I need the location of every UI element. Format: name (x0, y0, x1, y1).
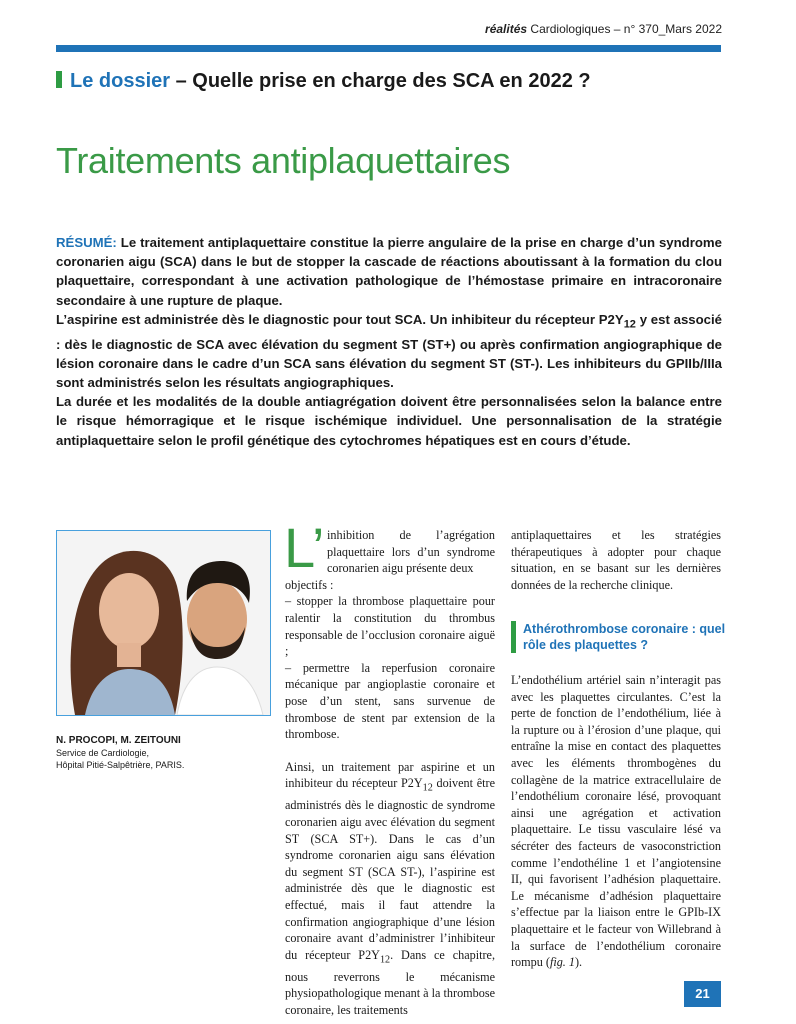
author-photo (56, 530, 271, 716)
body-paragraph-4 (511, 672, 721, 971)
p2-text-a: Ainsi, un traitement par aspirine et un inhibiteur du récepteur P2Y (285, 759, 495, 791)
abstract-p2a: L’aspirine est administrée dès le diagnostic pour tout SCA. Un inhibiteur du récepteur P2Y (56, 311, 624, 327)
section-heading: Athérothrombose coronaire : quel rôle des plaquettes ? (523, 622, 726, 652)
running-header (0, 22, 722, 36)
dossier-label: Le dossier (70, 70, 171, 92)
body-column-2 (511, 527, 721, 593)
body-column-2-lower (511, 672, 721, 971)
bullet-2: – permettre la reperfusion coronaire mécanique par angioplastie coronaire et pose d’un stent, sans survenue de thrombose de stent par extension de la thrombose. (285, 660, 495, 742)
p2-sub-1: 12 (422, 782, 433, 794)
intro-paragraph: inhibition de l’agrégation plaquettaire lors d’un syndrome coronarien aigu présente deux (327, 528, 495, 576)
header-rule (56, 45, 721, 52)
abstract (56, 233, 722, 450)
dossier-heading (56, 70, 591, 93)
p2-text-c: . Dans ce chapitre, nous reverrons le mécanisme physiopathologique menant à la thrombose coronaire, les traitements (285, 947, 495, 1017)
p4-text-a: L’endothélium artériel sain n’interagit pas avec les plaquettes circulantes. C’est la perte de fonction de l’endothélium, liée à la rupture ou à l’érosion d’une plaque, qui entraîne la mise en contact des plaquettes avec les éléments thrombogènes du collagène de la matrice extracellulaire de l’endothélium coronaire lésé, provoquant ainsi une agrégation et activation plaquettaire. Le tissu vasculaire lésé va sécréter des facteurs de vasoconstriction comme l’endothéline 1 et l’angiotensine II, qui favorisent l’adhésion plaquettaire. Le mécanisme d’adhésion plaquettaire s’effectue par la liaison entre le GPIb-IX plaquettaire et le facteur von Willebrand à la surface de l’endothélium coronaire rompu ( (511, 673, 721, 970)
author-affiliation-1: Service de Cardiologie, (56, 748, 150, 758)
author-affiliation-2: Hôpital Pitié-Salpêtrière, PARIS. (56, 760, 185, 770)
article-title: Traitements antiplaquettaires (56, 140, 511, 181)
p2-sub-2: 12 (379, 954, 391, 966)
drop-cap: L’ (284, 516, 325, 579)
p2-text-b: doivent être administrés dès le diagnostic de syndrome coronarien aigu avec élévation du segment ST (SCA ST+). Dans le cas d’un syndrome coronarien aigu sans élévation du segment ST (SCA ST-), l’aspirine est administrée dès que le diagnostic est effectué, mais il faut attendre la confirmation angiographique d’une lésion coronaire avant d’administrer l’inhibiteur du récepteur P2Y (285, 776, 495, 962)
figure-reference[interactable]: fig. 1 (549, 955, 575, 970)
p4-text-b: ). (575, 955, 583, 970)
bullet-1: – stopper la thrombose plaquettaire pour ralentir la constitution du thrombus responsable de l’occlusion coronaire aiguë ; (285, 594, 495, 659)
intro-paragraph-cont: objectifs : (285, 577, 334, 592)
journal-name: réalités (485, 22, 528, 36)
dossier-title: – Quelle prise en charge des SCA en 2022 ? (170, 70, 591, 92)
body-column-1 (285, 527, 495, 1019)
body-paragraph-2 (285, 759, 495, 1019)
abstract-p2b: y est associé : dès le diagnostic de SCA avec élévation du segment ST (ST+) ou après confirmation angiographique de lésion coronaire dans le cadre d’un SCA sans élévation du segment ST (ST-). Les inhibiteurs du GPIIb/IIIa sont administrés selon les résultats angiographiques. (56, 311, 723, 391)
author-names: N. PROCOPI, M. ZEITOUNI (56, 735, 181, 746)
abstract-p1: Le traitement antiplaquettaire constitue la pierre angulaire de la prise en charge d’un syndrome coronarien aigu (SCA) dans le but de stopper la cascade de réactions aboutissant à la formation du clou plaquettaire, correspondant à une activation pathologique de l’hémostase primaire en intracoronaire secondaire à une rupture de plaque. (56, 235, 722, 308)
abstract-p2-sub: 12 (623, 318, 636, 331)
body-paragraph-3: antiplaquettaires et les stratégies thérapeutiques à adopter pour chaque situation, en se basant sur les dernières données de la recherche clinique. (511, 528, 721, 592)
abstract-label: RÉSUMÉ: (56, 235, 117, 250)
issue-info: Cardiologiques – n° 370_Mars 2022 (527, 22, 722, 36)
abstract-p3: La durée et les modalités de la double antiagrégation doivent être personnalisées selon la balance entre le risque hémorragique et le risque ischémique individuel. Une personnalisation de la stratégie antiplaquettaire selon le profil génétique des cytochromes hépatiques est en cours d’étude. (56, 394, 722, 448)
page-number: 21 (684, 981, 721, 1007)
dossier-marker (56, 71, 62, 88)
